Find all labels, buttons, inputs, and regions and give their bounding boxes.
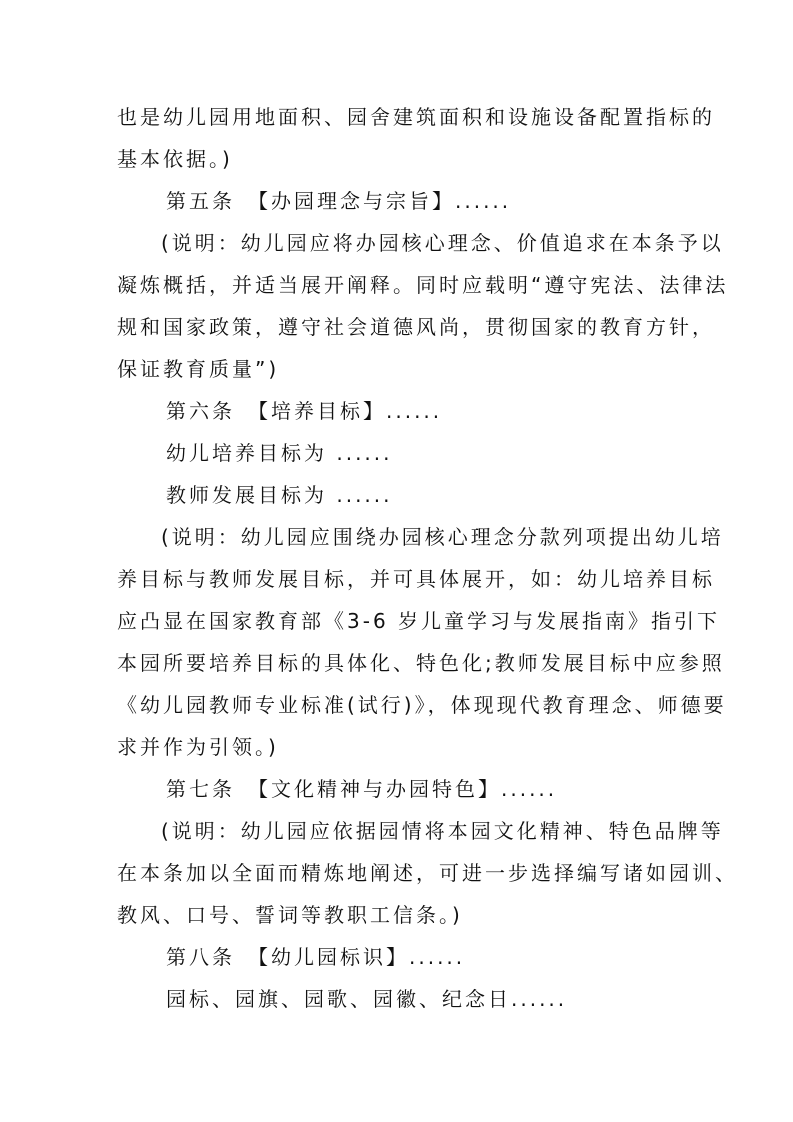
article-heading: 第五条 【办园理念与宗旨】...... xyxy=(166,189,512,213)
article-heading: 第八条 【幼儿园标识】...... xyxy=(166,945,466,969)
paragraph-line: 保证教育质量”) xyxy=(117,357,280,381)
article-heading: 第七条 【文化精神与办园特色】...... xyxy=(166,777,558,801)
paragraph-line: (说明：幼儿园应依据园情将本园文化精神、特色品牌等 xyxy=(161,819,724,843)
paragraph-line: 应凸显在国家教育部《3-6 岁儿童学习与发展指南》指引下 xyxy=(117,609,721,633)
paragraph-line: 本园所要培养目标的具体化、特色化;教师发展目标中应参照 xyxy=(117,651,725,675)
paragraph-line: 幼儿培养目标为 ...... xyxy=(166,441,393,465)
paragraph-line: 在本条加以全面而精炼地阐述，可进一步选择编写诸如园训、 xyxy=(117,861,738,885)
paragraph-line: 基本依据。) xyxy=(117,147,233,171)
paragraph-line: 求并作为引领。) xyxy=(117,735,279,759)
paragraph-line: 教风、口号、誓词等教职工信条。) xyxy=(117,903,463,927)
paragraph-line: 园标、园旗、园歌、园徽、纪念日...... xyxy=(166,987,568,1011)
paragraph-line: (说明：幼儿园应围绕办园核心理念分款列项提出幼儿培 xyxy=(161,525,724,549)
article-heading: 第六条 【培养目标】...... xyxy=(166,399,443,423)
paragraph-line: 规和国家政策，遵守社会道德风尚，贯彻国家的教育方针， xyxy=(117,315,715,339)
paragraph-line: 《幼儿园教师专业标准(试行)》，体现现代教育理念、师德要 xyxy=(117,693,727,717)
paragraph-line: 也是幼儿园用地面积、园舍建筑面积和设施设备配置指标的 xyxy=(117,105,715,129)
paragraph-line: 凝炼概括，并适当展开阐释。同时应载明“遵守宪法、法律法 xyxy=(117,273,729,297)
paragraph-line: 教师发展目标为 ...... xyxy=(166,483,393,507)
paragraph-line: (说明：幼儿园应将办园核心理念、价值追求在本条予以 xyxy=(161,231,724,255)
paragraph-line: 养目标与教师发展目标，并可具体展开，如：幼儿培养目标 xyxy=(117,567,715,591)
